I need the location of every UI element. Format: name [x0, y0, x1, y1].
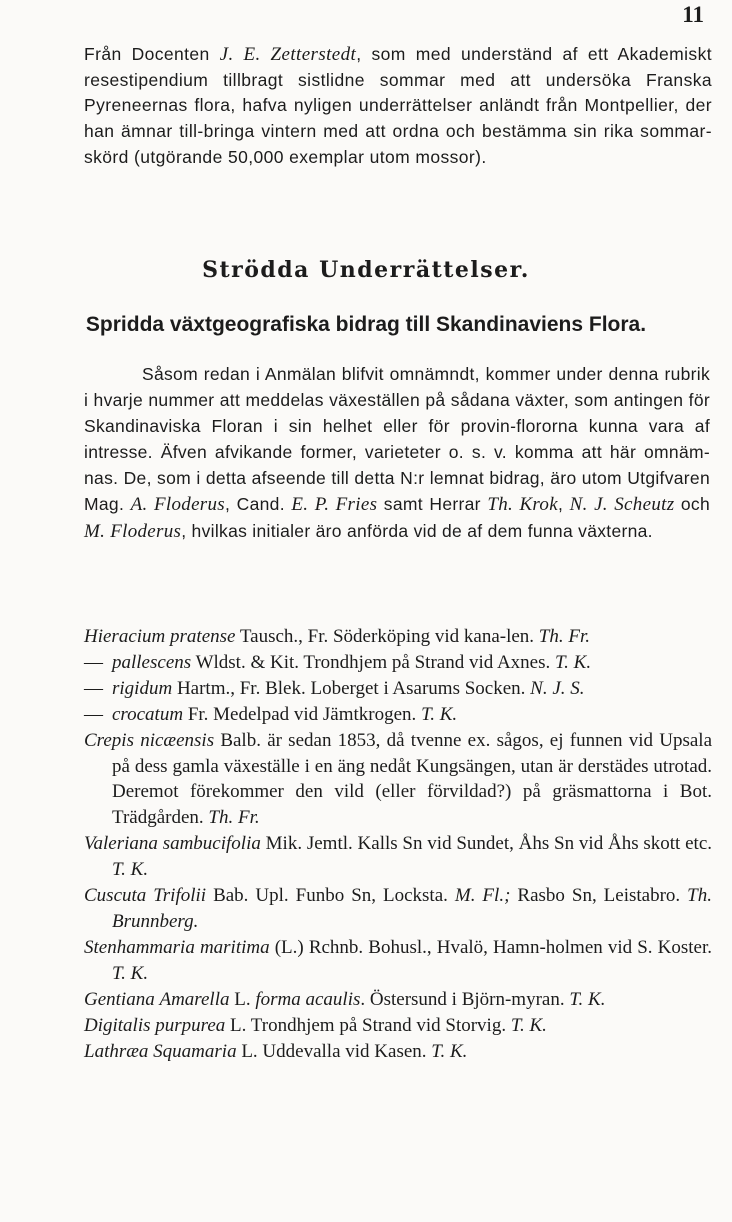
genus-name: Lathræa [84, 1040, 149, 1062]
page-number: 11 [682, 2, 704, 27]
collector: T. K. [431, 1040, 468, 1062]
collector: T. K. [555, 651, 592, 673]
section-title: Strödda Underrättelser. [202, 257, 530, 283]
ditto-dash: — [84, 703, 103, 725]
author-name: J. E. Zetterstedt [219, 44, 357, 65]
genus-name: Crepis [84, 729, 134, 751]
entry-text: Tausch., Fr. Söderköping vid kana-len. [235, 626, 539, 647]
collector: Th. Fr. [538, 626, 591, 647]
genus-name: Hieracium [84, 626, 166, 647]
entry-text: Bab. Upl. Funbo Sn, Lockstа. [206, 885, 455, 907]
species-entry [84, 987, 712, 1013]
species-name: Amarella [159, 988, 230, 1010]
collector: N. J. S. [530, 677, 585, 699]
intro-text: Från Docenten [84, 44, 220, 64]
collector: Th. Brunnberg. [112, 885, 712, 932]
genus-name: Gentiana [84, 988, 155, 1010]
collector: T. K. [569, 988, 606, 1010]
contributor-name: Th. Krok [487, 494, 558, 515]
entry-text: L. Uddevalla vid Kasen. [236, 1040, 432, 1062]
entry-text: Mik. Jemtl. Kalls Sn vid Sundet, Åhs Sn vid Åhs skott etc. [260, 833, 713, 855]
entry-text: Hartm., Fr. Blek. Loberget i Asarums Socken. [172, 677, 531, 699]
entry-text: . Östersund i Björn-myran. [360, 988, 570, 1010]
contributor-name: E. P. Fries [291, 494, 378, 515]
rubric-text: samt Herrar [377, 494, 488, 514]
ditto-dash: — [84, 651, 103, 673]
species-entry [84, 624, 712, 650]
species-name: nicæensis [140, 729, 215, 751]
species-entry [84, 883, 712, 935]
ditto-dash: — [84, 677, 103, 699]
species-name: purpurea [155, 1014, 226, 1036]
collector: T. K. [510, 1014, 547, 1036]
entry-text: Balb. är sedan 1853, då tvenne ex. sågos, ej funnen vid Upsala på dess gamla växeställe i en äng nedåt Kungsängen, utan är derstädes utrotad. Deremot förekommer den vild (eller förvildad?) på gräsmattorna i Bot. Trädgården. [112, 729, 712, 829]
species-entry [84, 1039, 712, 1065]
species-list [84, 624, 712, 1064]
genus-name: Valeriana [84, 833, 158, 855]
form-name: forma acaulis [255, 988, 361, 1010]
species-name: pratense [170, 626, 236, 647]
collector: T. K. [112, 859, 149, 881]
rubric-paragraph [84, 361, 710, 545]
species-entry [84, 728, 712, 832]
entry-text: L. [229, 988, 256, 1010]
rubric-text: och [674, 494, 711, 514]
species-entry [84, 831, 712, 883]
species-name: Trifolii [153, 885, 207, 907]
entry-text: Wldst. & Kit. Trondhjem på Strand vid Axnes. [191, 651, 555, 673]
contributor-name: N. J. Scheutz [569, 494, 675, 515]
contributor-name: A. Floderus [130, 494, 225, 515]
entry-text: L. Trondhjem på Strand vid Storvig. [225, 1014, 511, 1036]
rubric-text: Såsom redan i Anmälan blifvit omnämndt, kommer under denna rubrik i hvarje nummer att meddelas växeställen på sådana växter, som antingen för Skandinaviska Floran i sin helhet eller för provin-flororna kunna vara af intresse. Äfven afvikande former, varieteter o. s. v. komma att här omnäm-nas. De, som i detta afseende till detta N:r lemnat bidrag, äro utom Utgifvaren Mag. [84, 364, 710, 514]
species-entry [84, 702, 712, 728]
collector: M. Fl.; [454, 885, 511, 907]
collector: T. K. [421, 703, 458, 725]
section-subtitle: Spridda växtgeografiska bidrag till Skandinaviens Flora. [85, 313, 647, 336]
entry-text: (L.) Rchnb. Bohusl., Hvalö, Hamn-holmen vid S. Koster. [269, 936, 713, 958]
species-name: rigidum [112, 677, 173, 699]
species-name: maritima [199, 936, 270, 958]
species-entry [84, 1013, 712, 1039]
collector: T. K. [112, 962, 149, 984]
species-name: crocatum [112, 703, 184, 725]
rubric-text: , Cand. [225, 494, 292, 514]
species-name: pallescens [112, 651, 192, 673]
collector: Th. Fr. [208, 807, 260, 829]
entry-text: Fr. Medelpad vid Jämtkrogen. [183, 703, 422, 725]
species-name: sambucifolia [162, 833, 261, 855]
entry-text: Rasbo Sn, Leistabro. [510, 885, 688, 907]
species-entry [84, 676, 712, 702]
genus-name: Stenhammaria [84, 936, 195, 958]
genus-name: Cuscuta [84, 885, 147, 907]
rubric-text: , hvilkas initialer äro anförda vid de af dem funna växterna. [181, 521, 653, 541]
rubric-text: , [557, 494, 570, 514]
species-name: Squamaria [153, 1040, 237, 1062]
intro-paragraph [84, 42, 712, 171]
contributor-name: M. Floderus [84, 521, 182, 542]
genus-name: Digitalis [84, 1014, 151, 1036]
intro-text-cont: , som med underständ af ett Akademiskt resestipendium tillbragt sistlidne sommar med att undersöka Franska Pyreneernas flora, hafva nyligen underrättelser anländt från Montpellier, der han ämnar till-bringa vintern med att ordna och bestämma sin rika sommar-skörd (utgörande 50,000 exemplar utom mossor). [84, 44, 712, 167]
species-entry [84, 935, 712, 987]
species-entry [84, 650, 712, 676]
